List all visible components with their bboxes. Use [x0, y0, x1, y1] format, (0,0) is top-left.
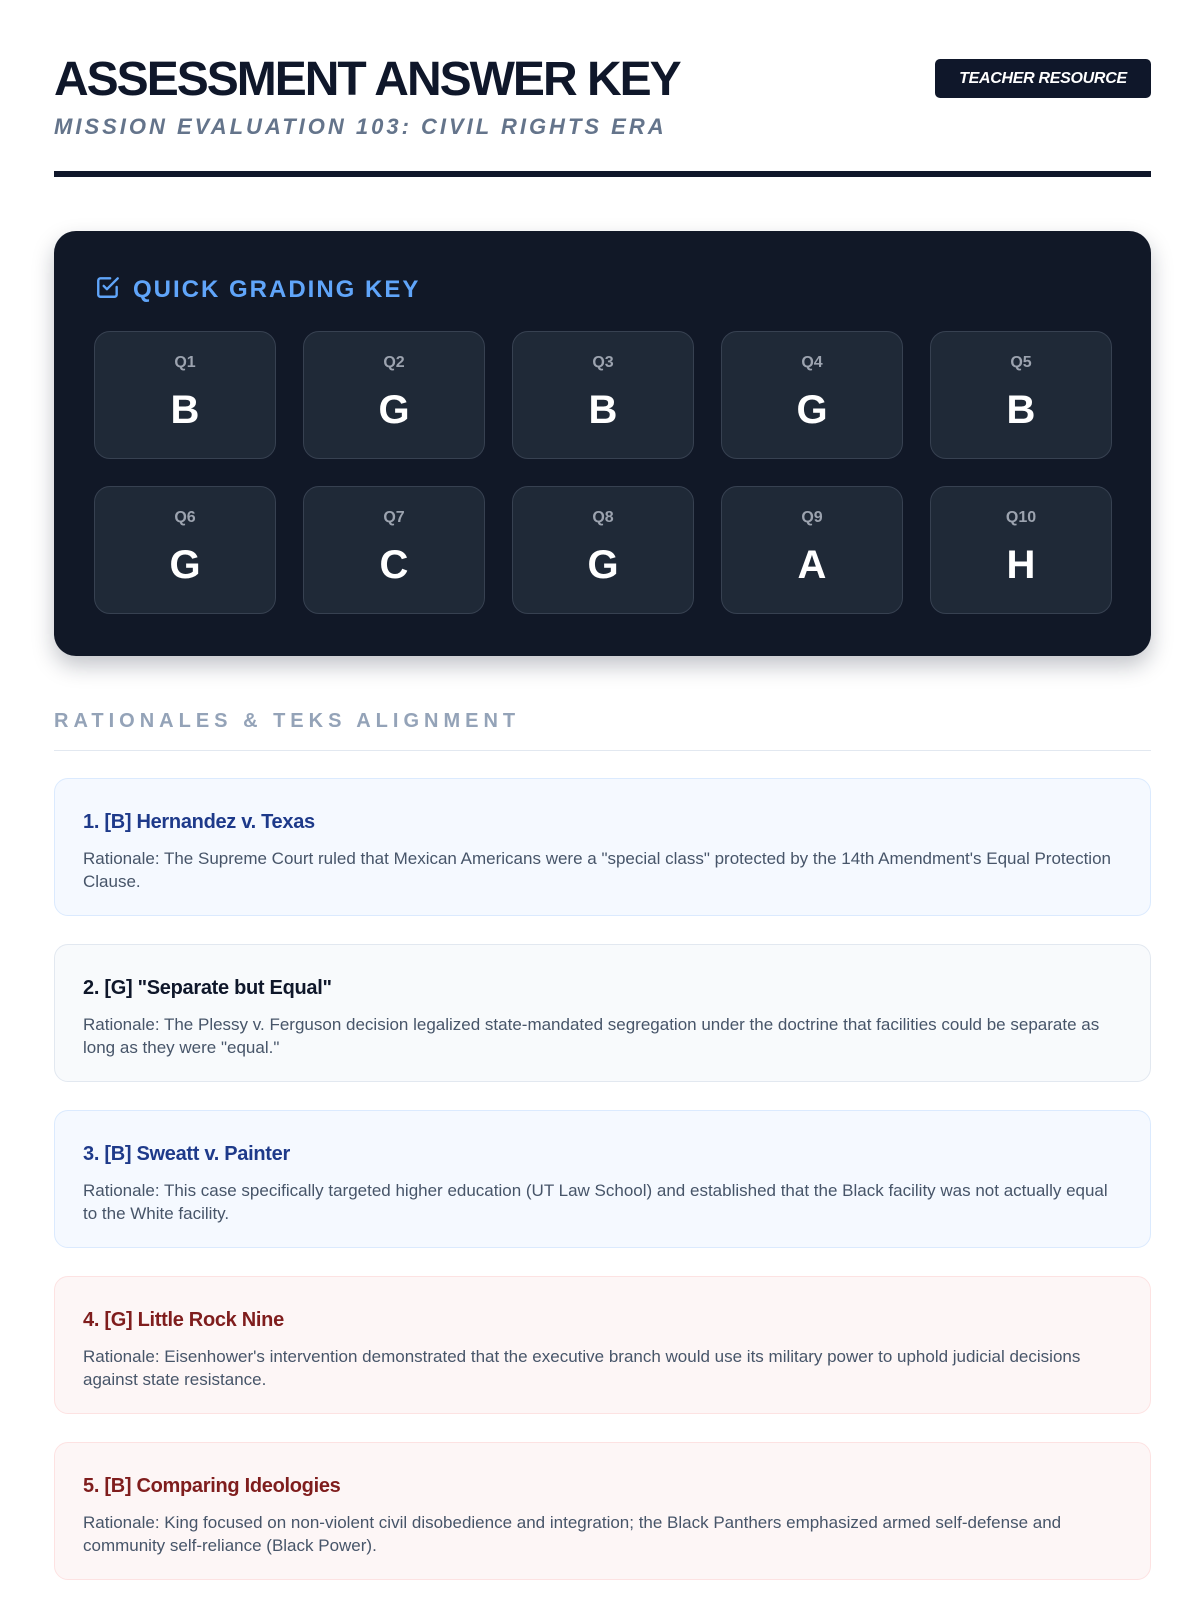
panel-title: QUICK GRADING KEY	[133, 275, 421, 303]
answer-letter: B	[170, 388, 200, 432]
answer-cell-q4[interactable]	[721, 331, 903, 459]
rationale-heading: 3. [B] Sweatt v. Painter	[83, 1143, 290, 1165]
answer-letter: B	[588, 388, 618, 432]
rationale-card	[54, 1110, 1151, 1248]
page-title: ASSESSMENT ANSWER KEY	[54, 53, 680, 106]
question-number: Q10	[1005, 509, 1037, 526]
question-number: Q2	[383, 354, 405, 371]
answer-letter: A	[797, 543, 827, 587]
rationale-text: Rationale: The Supreme Court ruled that Mexican Americans were a "special class" protected by the 14th Amendment's Equal Protection Clause.	[83, 849, 1111, 891]
header-divider	[54, 171, 1151, 177]
page-subtitle: MISSION EVALUATION 103: CIVIL RIGHTS ERA	[54, 114, 667, 139]
question-number: Q1	[174, 354, 196, 371]
question-number: Q3	[592, 354, 614, 371]
page-header	[54, 0, 1151, 178]
rationale-heading: 5. [B] Comparing Ideologies	[83, 1475, 341, 1497]
answer-letter: G	[796, 388, 828, 432]
answer-cell-q10[interactable]	[930, 486, 1112, 614]
question-number: Q6	[174, 509, 196, 526]
answer-letter: G	[378, 388, 410, 432]
rationale-text: Rationale: This case specifically targeted higher education (UT Law School) and established that the Black facility was not actually equal to the White facility.	[83, 1181, 1108, 1223]
panel-header	[95, 274, 420, 305]
answer-cell-q3[interactable]	[512, 331, 694, 459]
rationale-text: Rationale: The Plessy v. Ferguson decision legalized state-mandated segregation under the doctrine that facilities could be separate as long as they were "equal."	[83, 1015, 1100, 1057]
rationale-card	[54, 944, 1151, 1082]
answer-cell-q8[interactable]	[512, 486, 694, 614]
answer-letter: C	[379, 543, 409, 587]
answer-key-page	[54, 0, 1151, 1555]
answer-cell-q1[interactable]	[94, 331, 276, 459]
question-number: Q5	[1010, 354, 1032, 371]
answer-letter: G	[587, 543, 619, 587]
rationale-card	[54, 778, 1151, 916]
answer-grid	[94, 331, 1112, 614]
rationale-text: Rationale: King focused on non-violent civil disobedience and integration; the Black Panthers emphasized armed self-defense and community self-reliance (Black Power).	[83, 1513, 1062, 1555]
section-divider	[54, 750, 1151, 751]
rationale-list	[54, 778, 1151, 1580]
rationales-section-title: RATIONALES & TEKS ALIGNMENT	[54, 710, 521, 732]
rationale-text: Rationale: Eisenhower's intervention demonstrated that the executive branch would use its military power to uphold judicial decisions against state resistance.	[83, 1347, 1081, 1389]
answer-cell-q2[interactable]	[303, 331, 485, 459]
teacher-resource-badge: TEACHER RESOURCE	[935, 59, 1151, 98]
answer-cell-q6[interactable]	[94, 486, 276, 614]
answer-cell-q5[interactable]	[930, 331, 1112, 459]
answer-letter: G	[169, 543, 201, 587]
answer-letter: H	[1006, 543, 1036, 587]
rationale-heading: 4. [G] Little Rock Nine	[83, 1309, 284, 1331]
rationale-heading: 2. [G] "Separate but Equal"	[83, 977, 332, 999]
rationale-heading: 1. [B] Hernandez v. Texas	[83, 811, 315, 833]
question-number: Q4	[801, 354, 823, 371]
answer-letter: B	[1006, 388, 1036, 432]
question-number: Q8	[592, 509, 614, 526]
question-number: Q7	[383, 509, 405, 526]
quick-grading-panel	[54, 231, 1151, 656]
question-number: Q9	[801, 509, 823, 526]
answer-cell-q9[interactable]	[721, 486, 903, 614]
answer-cell-q7[interactable]	[303, 486, 485, 614]
check-square-icon	[95, 274, 121, 305]
rationale-card	[54, 1442, 1151, 1580]
rationale-card	[54, 1276, 1151, 1414]
